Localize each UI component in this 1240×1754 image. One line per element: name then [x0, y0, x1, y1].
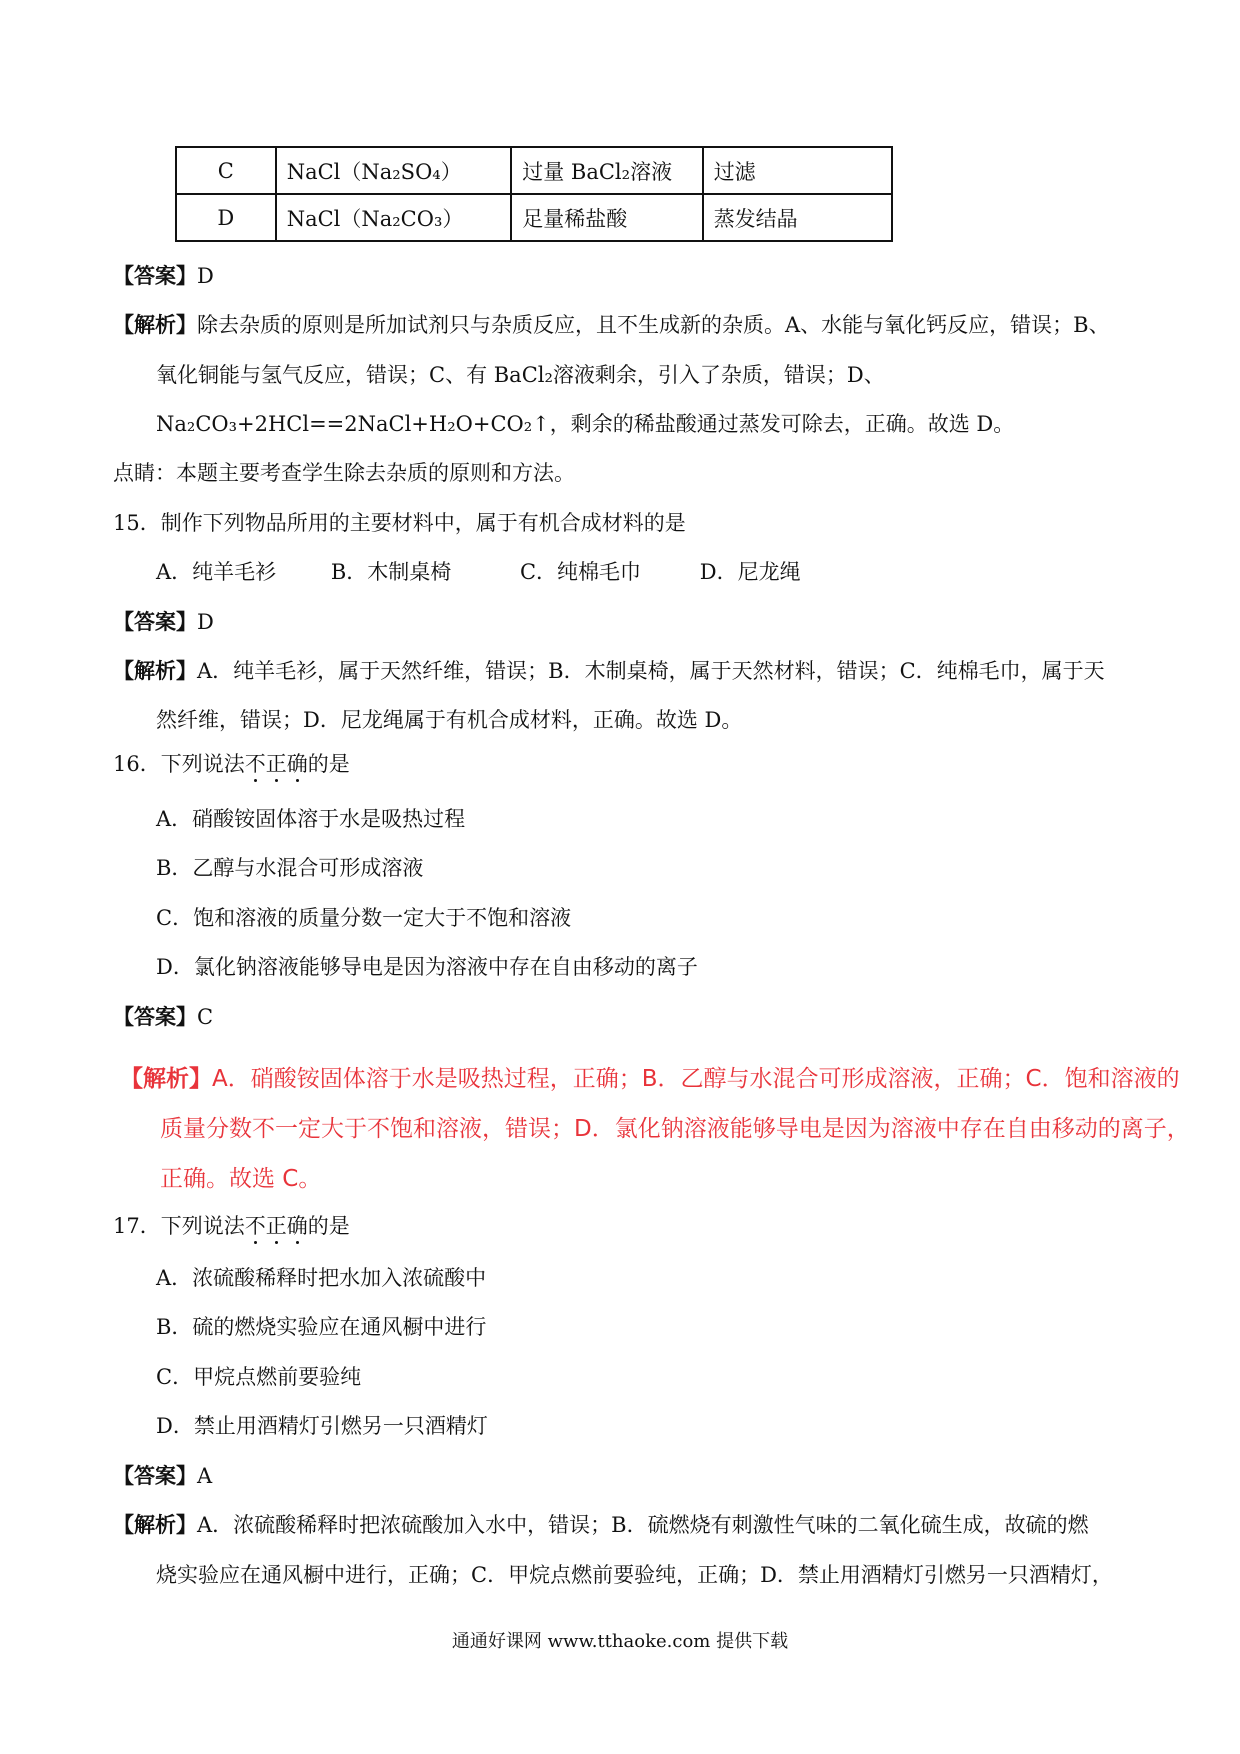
table-cell-substance: NaCl（Na₂CO₃） [276, 194, 512, 241]
table-cell-reagent: 过量 BaCl₂溶液 [511, 147, 702, 194]
q17-answer [113, 1462, 212, 1490]
answer-tag: 【答案】 [113, 609, 197, 634]
q17-stem: 17．下列说法不正确的是 [113, 1214, 350, 1238]
table-cell-method: 过滤 [703, 147, 892, 194]
table-row [176, 147, 892, 194]
table-cell-method: 蒸发结晶 [703, 194, 892, 241]
q14-analysis-line-1: 【解析】除去杂质的原则是所加试剂只与杂质反应，且不生成新的杂质。A、水能与氧化钙反应，错误；B、 [113, 312, 1110, 337]
table-cell-option: D [176, 194, 276, 241]
emphasis-char: 确 [286, 1214, 308, 1238]
emphasis-char: 不 [244, 1214, 266, 1238]
table-cell-reagent: 足量稀盐酸 [511, 194, 702, 241]
answer-value: D [197, 610, 214, 634]
table-cell-option: C [176, 147, 276, 194]
page-footer: 通通好课网 www.tthaoke.com 提供下载 [451, 1631, 789, 1652]
q14-analysis-line-3: Na₂CO₃+2HCl==2NaCl+H₂O+CO₂↑，剩余的稀盐酸通过蒸发可除去，正确。故选 D。 [156, 412, 1015, 436]
q15-analysis-line-1: 【解析】A．纯羊毛衫，属于天然纤维，错误；B．木制桌椅，属于天然材料，错误；C．纯棉毛巾，属于天 [113, 658, 1105, 683]
q15-option-d: D．尼龙绳 [699, 560, 801, 584]
analysis-tag: 【解析】 [120, 1066, 212, 1092]
emphasis-char: 正 [265, 1214, 287, 1238]
analysis-tag: 【解析】 [113, 658, 197, 683]
q16-option-d: D．氯化钠溶液能够导电是因为溶液中存在自由移动的离子 [156, 955, 698, 979]
emphasis-char: 正 [265, 752, 287, 776]
q14-note: 点睛：本题主要考查学生除去杂质的原则和方法。 [113, 461, 575, 485]
q15-stem: 15．制作下列物品所用的主要材料中，属于有机合成材料的是 [113, 511, 686, 535]
answer-value: C [197, 1005, 214, 1029]
q17-option-d: D．禁止用酒精灯引燃另一只酒精灯 [156, 1414, 488, 1438]
answer-value: D [197, 264, 214, 288]
q16-option-a: A．硝酸铵固体溶于水是吸热过程 [156, 807, 466, 831]
q16-stem: 16．下列说法不正确的是 [113, 752, 350, 776]
q17-analysis-line-1: 【解析】A．浓硫酸稀释时把浓硫酸加入水中，错误；B．硫燃烧有刺激性气味的二氧化硫生成，故硫的燃 [113, 1512, 1089, 1537]
q15-option-c: C．纯棉毛巾 [519, 560, 642, 584]
q17-analysis-line-2: 烧实验应在通风橱中进行，正确；C．甲烷点燃前要验纯，正确；D．禁止用酒精灯引燃另一只酒精灯， [156, 1563, 1113, 1587]
q16-option-c: C．饱和溶液的质量分数一定大于不饱和溶液 [156, 906, 572, 930]
q16-analysis-line-3: 正确。故选 C。 [160, 1166, 322, 1192]
answer-tag: 【答案】 [113, 263, 197, 288]
q17-option-a: A．浓硫酸稀释时把水加入浓硫酸中 [156, 1266, 487, 1290]
purification-table [175, 146, 893, 242]
analysis-tag: 【解析】 [113, 1512, 197, 1537]
q16-analysis-line-2: 质量分数不一定大于不饱和溶液，错误；D．氯化钠溶液能够导电是因为溶液中存在自由移动的离子， [160, 1116, 1190, 1142]
q15-answer [113, 608, 214, 636]
answer-value: A [197, 1464, 213, 1488]
table-cell-substance: NaCl（Na₂SO₄） [276, 147, 512, 194]
answer-tag: 【答案】 [113, 1463, 197, 1488]
q16-option-b: B．乙醇与水混合可形成溶液 [156, 856, 424, 880]
q16-answer [113, 1003, 213, 1031]
analysis-tag: 【解析】 [113, 312, 197, 337]
q14-analysis-line-2: 氧化铜能与氢气反应，错误；C、有 BaCl₂溶液剩余，引入了杂质，错误；D、 [156, 363, 885, 387]
q15-analysis-line-2: 然纤维，错误；D．尼龙绳属于有机合成材料，正确。故选 D。 [156, 708, 743, 732]
q16-analysis-line-1: 【解析】A．硝酸铵固体溶于水是吸热过程，正确；B．乙醇与水混合可形成溶液，正确；C．饱和溶液的 [120, 1066, 1180, 1092]
q17-option-b: B．硫的燃烧实验应在通风橱中进行 [156, 1315, 487, 1339]
emphasis-char: 确 [286, 752, 308, 776]
q15-options [156, 558, 801, 586]
answer-tag: 【答案】 [113, 1004, 197, 1029]
q14-answer [113, 262, 214, 290]
q15-option-a: A．纯羊毛衫 [156, 560, 277, 584]
q15-option-b: B．木制桌椅 [330, 560, 452, 584]
table-row [176, 194, 892, 241]
emphasis-char: 不 [244, 752, 266, 776]
q17-option-c: C．甲烷点燃前要验纯 [156, 1365, 362, 1389]
